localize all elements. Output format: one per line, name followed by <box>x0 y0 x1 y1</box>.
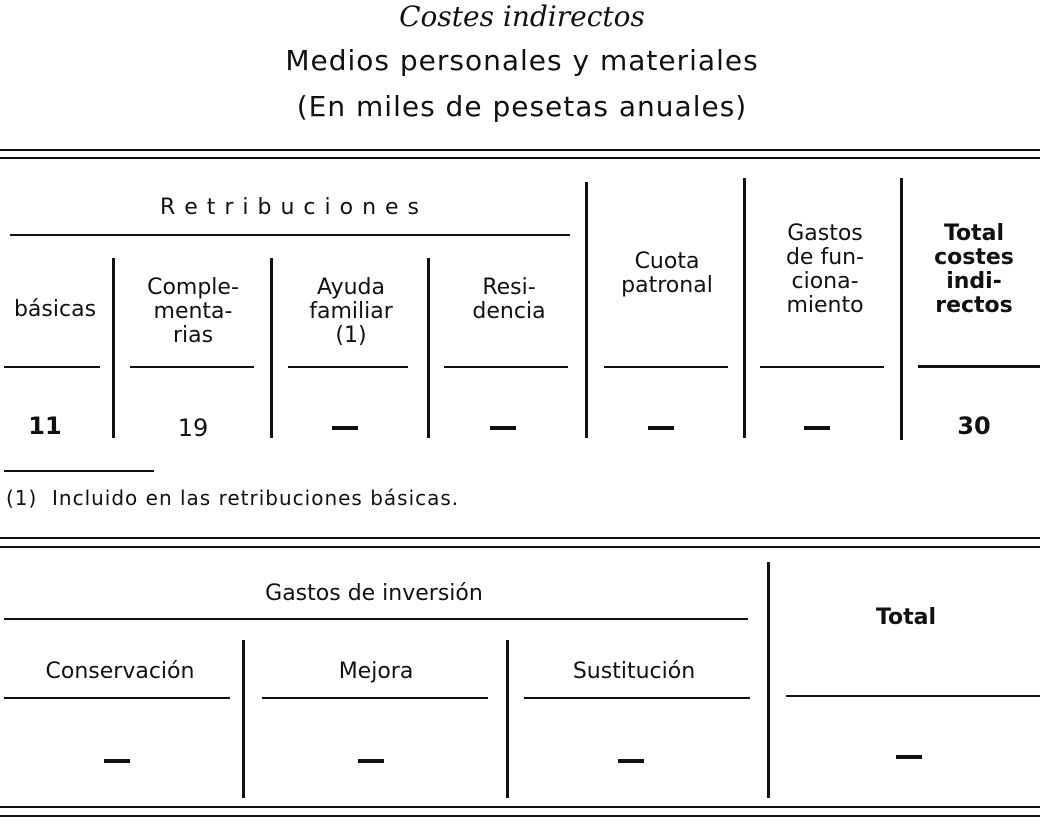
retribuciones-header: R e t r i b u c i o n e s <box>159 195 421 220</box>
col-total-costes-indirectos: Total costes indi- rectos <box>934 221 1014 318</box>
retribuciones-rule <box>10 234 570 236</box>
table1-top-rule <box>0 149 1040 151</box>
footnote-text: Incluido en las retribuciones básicas. <box>52 486 460 510</box>
header-underline <box>604 366 728 368</box>
divider <box>743 178 746 438</box>
divider <box>242 640 245 798</box>
value-total-costes-indirectos: 30 <box>957 412 991 440</box>
table2-bottom-rule <box>0 806 1040 808</box>
col-basicas: básicas <box>13 297 97 322</box>
gastos-inversion-header: Gastos de inversión <box>265 581 483 606</box>
header-underline <box>4 366 100 368</box>
divider <box>270 258 273 438</box>
value-complementarias: 19 <box>177 414 209 442</box>
col-gastos-funcionamiento: Gastos de fun- ciona- miento <box>785 221 865 318</box>
value-conservacion-dash <box>104 759 130 763</box>
footnote-marker: (1) <box>6 486 38 510</box>
col-total: Total <box>875 605 937 630</box>
value-sustitucion-dash <box>618 759 644 763</box>
divider <box>585 182 588 438</box>
header-underline <box>444 366 568 368</box>
value-cuota-patronal-dash <box>648 426 674 430</box>
footnote-rule <box>4 470 154 472</box>
subtitle: Medios personales y materiales <box>285 44 759 77</box>
table2-top-rule <box>0 537 1040 539</box>
units-note: (En miles de pesetas anuales) <box>296 90 748 123</box>
title: Costes indirectos <box>399 0 645 33</box>
value-total-dash <box>896 755 922 759</box>
value-basicas: 11 <box>28 412 62 440</box>
divider <box>900 178 903 440</box>
header-underline <box>786 695 1040 697</box>
value-residencia-dash <box>490 426 516 430</box>
divider <box>112 258 115 438</box>
value-ayuda-familiar-dash <box>332 426 358 430</box>
table1-top-rule-2 <box>0 157 1040 159</box>
divider <box>506 640 509 798</box>
col-complementarias: Comple- menta- rias <box>147 275 239 348</box>
table2-top-rule-2 <box>0 546 1040 548</box>
value-gastos-funcionamiento-dash <box>804 426 830 430</box>
header-underline <box>288 366 408 368</box>
table2-bottom-rule-2 <box>0 815 1040 817</box>
col-ayuda-familiar: Ayuda familiar (1) <box>309 275 393 348</box>
gastos-inversion-rule <box>4 618 748 620</box>
header-underline <box>524 697 750 699</box>
col-conservacion: Conservación <box>45 659 195 684</box>
col-sustitucion: Sustitución <box>572 659 696 684</box>
col-cuota-patronal: Cuota patronal <box>621 249 713 298</box>
col-residencia: Resi- dencia <box>472 275 546 324</box>
header-underline <box>918 365 1040 368</box>
header-underline <box>262 697 488 699</box>
header-underline <box>4 697 230 699</box>
divider <box>427 258 430 438</box>
value-mejora-dash <box>358 759 384 763</box>
header-underline <box>760 366 884 368</box>
header-underline <box>130 366 254 368</box>
divider <box>767 562 770 798</box>
col-mejora: Mejora <box>338 659 414 684</box>
